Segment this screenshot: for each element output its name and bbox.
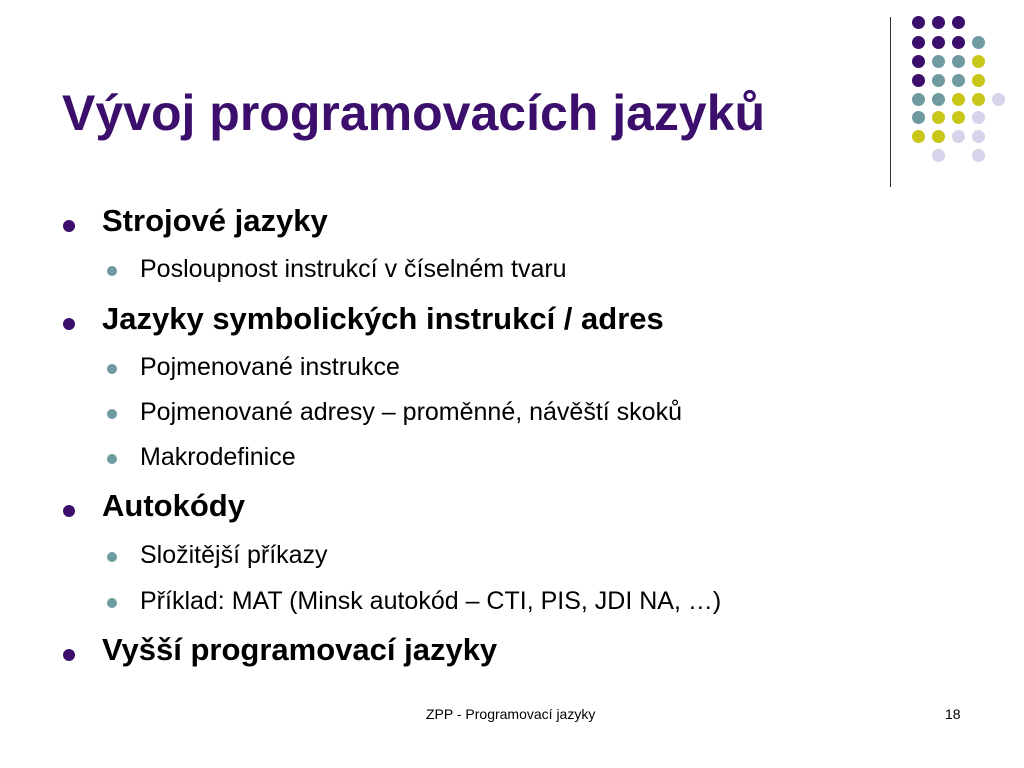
decorative-dot — [952, 36, 965, 49]
decorative-dot — [972, 130, 985, 143]
sub-bullet-item: Posloupnost instrukcí v číselném tvaru — [140, 255, 567, 283]
decorative-dot — [972, 74, 985, 87]
decorative-dot — [972, 93, 985, 106]
decorative-dot — [992, 93, 1005, 106]
decorative-dot — [952, 74, 965, 87]
decorative-dot — [972, 36, 985, 49]
sub-bullet-item: Makrodefinice — [140, 443, 296, 471]
slide-title: Vývoj programovacích jazyků — [62, 85, 766, 141]
sub-bullet-item: Příklad: MAT (Minsk autokód – CTI, PIS, JDI NA, …) — [140, 587, 722, 615]
decorative-dot — [972, 55, 985, 68]
bullet-item-autokody: Autokódy — [102, 488, 245, 523]
sub-bullet-marker — [107, 266, 117, 276]
decorative-dot — [932, 111, 945, 124]
decorative-dot — [972, 149, 985, 162]
decorative-dot — [932, 16, 945, 29]
footer-title: ZPP - Programovací jazyky — [426, 706, 596, 722]
decorative-dot — [952, 16, 965, 29]
page-number: 18 — [945, 706, 961, 722]
sub-bullet-item: Pojmenované instrukce — [140, 353, 400, 381]
decorative-dot — [932, 130, 945, 143]
sub-bullet-item: Pojmenované adresy – proměnné, návěští skoků — [140, 398, 682, 426]
decorative-dot — [952, 55, 965, 68]
sub-bullet-marker — [107, 552, 117, 562]
decorative-dot — [912, 93, 925, 106]
bullet-item-strojove-jazyky: Strojové jazyky — [102, 203, 328, 238]
decorative-dot — [932, 93, 945, 106]
decorative-dot — [912, 55, 925, 68]
sub-bullet-marker — [107, 454, 117, 464]
decorative-divider — [890, 17, 891, 187]
bullet-item-jazyky-symbolickych: Jazyky symbolických instrukcí / adres — [102, 301, 664, 336]
bullet-marker — [63, 505, 75, 517]
decorative-dot — [932, 55, 945, 68]
decorative-dot — [912, 36, 925, 49]
bullet-marker — [63, 649, 75, 661]
sub-bullet-marker — [107, 364, 117, 374]
bullet-marker — [63, 318, 75, 330]
decorative-dot — [932, 149, 945, 162]
sub-bullet-marker — [107, 409, 117, 419]
sub-bullet-item: Složitější příkazy — [140, 541, 328, 569]
decorative-dot — [952, 111, 965, 124]
decorative-dot — [952, 93, 965, 106]
decorative-dot — [912, 130, 925, 143]
decorative-dot — [932, 74, 945, 87]
decorative-dot — [912, 16, 925, 29]
decorative-dot — [912, 111, 925, 124]
bullet-marker — [63, 220, 75, 232]
bullet-item-vyssi-jazyky: Vyšší programovací jazyky — [102, 632, 498, 667]
decorative-dot — [972, 111, 985, 124]
decorative-dot — [952, 130, 965, 143]
decorative-dot — [912, 74, 925, 87]
decorative-dot — [932, 36, 945, 49]
sub-bullet-marker — [107, 598, 117, 608]
